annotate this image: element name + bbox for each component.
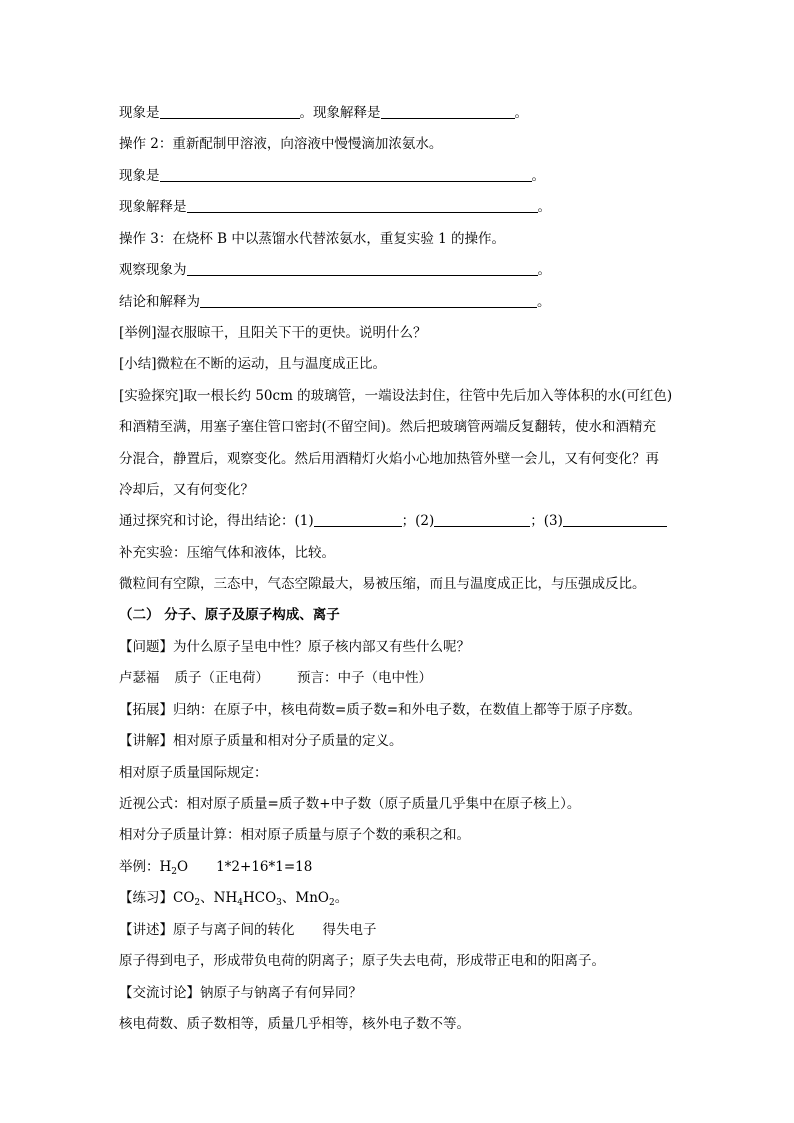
text: 。现象解释是 xyxy=(299,105,381,121)
operation-2: 操作 2：重新配制甲溶液，向溶液中慢慢滴加浓氨水。 xyxy=(119,136,443,152)
text: 。 xyxy=(531,168,545,184)
experiment-paragraph-line: [实验探究]取一根长约 50cm 的玻璃管，一端设法封住，往管中先后加入等体积的水(可红色) xyxy=(119,388,673,404)
text: 观察现象为 xyxy=(119,262,187,278)
text: 【练习】CO xyxy=(119,890,195,906)
answer-blank xyxy=(434,512,530,527)
narration-line xyxy=(119,921,377,939)
explanation-line xyxy=(119,198,551,216)
extension-line: 【拓展】归纳：在原子中，核电荷数=质子数=和外电子数，在数值上都等于原子序数。 xyxy=(119,702,642,718)
rutherford-line xyxy=(119,669,432,687)
text: 质子（正电荷） xyxy=(174,670,269,686)
answer-blank xyxy=(187,261,538,276)
text: 卢瑟福 xyxy=(119,670,160,686)
answer-blank xyxy=(187,198,538,213)
subscript: 2 xyxy=(171,867,178,877)
answer-blank xyxy=(381,104,515,119)
conclusions-line xyxy=(119,512,667,530)
text: 结论和解释为 xyxy=(119,294,200,310)
text: 。 xyxy=(514,105,528,121)
conclusion-line xyxy=(119,293,551,311)
text: 【讲述】原子与离子间的转化 xyxy=(119,922,295,938)
phenomenon-line-2 xyxy=(119,167,545,185)
text: 1*2+16*1=18 xyxy=(216,859,313,875)
experiment-paragraph-line: 分混合，静置后，观察变化。然后用酒精灯火焰小心地加热管外壁一会儿，又有何变化？再 xyxy=(119,451,659,467)
text: 现象是 xyxy=(119,105,160,121)
text: 通过探究和讨论，得出结论：(1) xyxy=(119,513,314,529)
subscript: 4 xyxy=(237,898,243,908)
question-line: 【问题】为什么原子呈电中性？原子核内部又有些什么呢？ xyxy=(119,639,470,655)
example-water-line xyxy=(119,858,312,876)
text: 预言：中子（电中性） xyxy=(297,670,432,686)
text: 、NH xyxy=(200,890,238,906)
answer-blank xyxy=(160,167,532,182)
formula-line: 近视公式：相对原子质量=质子数+中子数（原子质量几乎集中在原子核上）。 xyxy=(119,796,581,812)
supplement-line: 补充实验：压缩气体和液体，比较。 xyxy=(119,545,335,561)
text: ；(3) xyxy=(530,513,563,529)
text: 。 xyxy=(537,199,551,215)
text: O xyxy=(177,859,189,875)
lecture-line: 【讲解】相对原子质量和相对分子质量的定义。 xyxy=(119,733,403,749)
answer-blank xyxy=(314,512,402,527)
phenomenon-line xyxy=(119,104,528,122)
subscript: 3 xyxy=(276,898,282,908)
text: 举例：H xyxy=(119,859,172,875)
text: 现象解释是 xyxy=(119,199,187,215)
operation-3: 操作 3：在烧杯 B 中以蒸馏水代替浓氨水，重复实验 1 的操作。 xyxy=(119,231,506,247)
text: 、MnO xyxy=(281,890,329,906)
answer-blank xyxy=(563,512,667,527)
text: ；(2) xyxy=(401,513,435,529)
answer-blank xyxy=(160,104,300,119)
relative-atomic-mass-line: 相对原子质量国际规定： xyxy=(119,765,268,781)
answer-blank xyxy=(200,293,537,308)
text: 。 xyxy=(537,262,551,278)
text: 。 xyxy=(537,294,551,310)
observation-line xyxy=(119,261,551,279)
ion-formation-line: 原子得到电子，形成带负电荷的阴离子；原子失去电荷，形成带正电和的阳离子。 xyxy=(119,953,605,969)
subscript: 2 xyxy=(328,898,335,908)
text: 。 xyxy=(334,890,349,906)
summary-line: [小结]微粒在不断的运动，且与温度成正比。 xyxy=(119,356,387,372)
text: HCO xyxy=(242,890,277,906)
molecular-mass-line: 相对分子质量计算：相对原子质量与原子个数的乘积之和。 xyxy=(119,827,470,843)
discussion-answer-line: 核电荷数、质子数相等，质量几乎相等，核外电子数不等。 xyxy=(119,1016,470,1032)
example-line: [举例]湿衣服晾干，且阳关下干的更快。说明什么？ xyxy=(119,325,427,341)
gap-summary-line: 微粒间有空隙，三态中，气态空隙最大，易被压缩，而且与温度成正比，与压强成反比。 xyxy=(119,576,646,592)
section-heading: （二） 分子、原子及原子构成、离子 xyxy=(119,607,340,623)
text: 得失电子 xyxy=(322,922,377,938)
practice-line xyxy=(119,889,348,907)
discussion-line: 【交流讨论】钠原子与钠离子有何异同？ xyxy=(119,985,362,1001)
experiment-paragraph-line: 和酒精至满，用塞子塞住管口密封(不留空间)。然后把玻璃管两端反复翻转，使水和酒精充 xyxy=(119,419,657,435)
text: 现象是 xyxy=(119,168,160,184)
subscript: 2 xyxy=(194,898,201,908)
experiment-paragraph-line: 冷却后，又有何变化？ xyxy=(119,482,254,498)
